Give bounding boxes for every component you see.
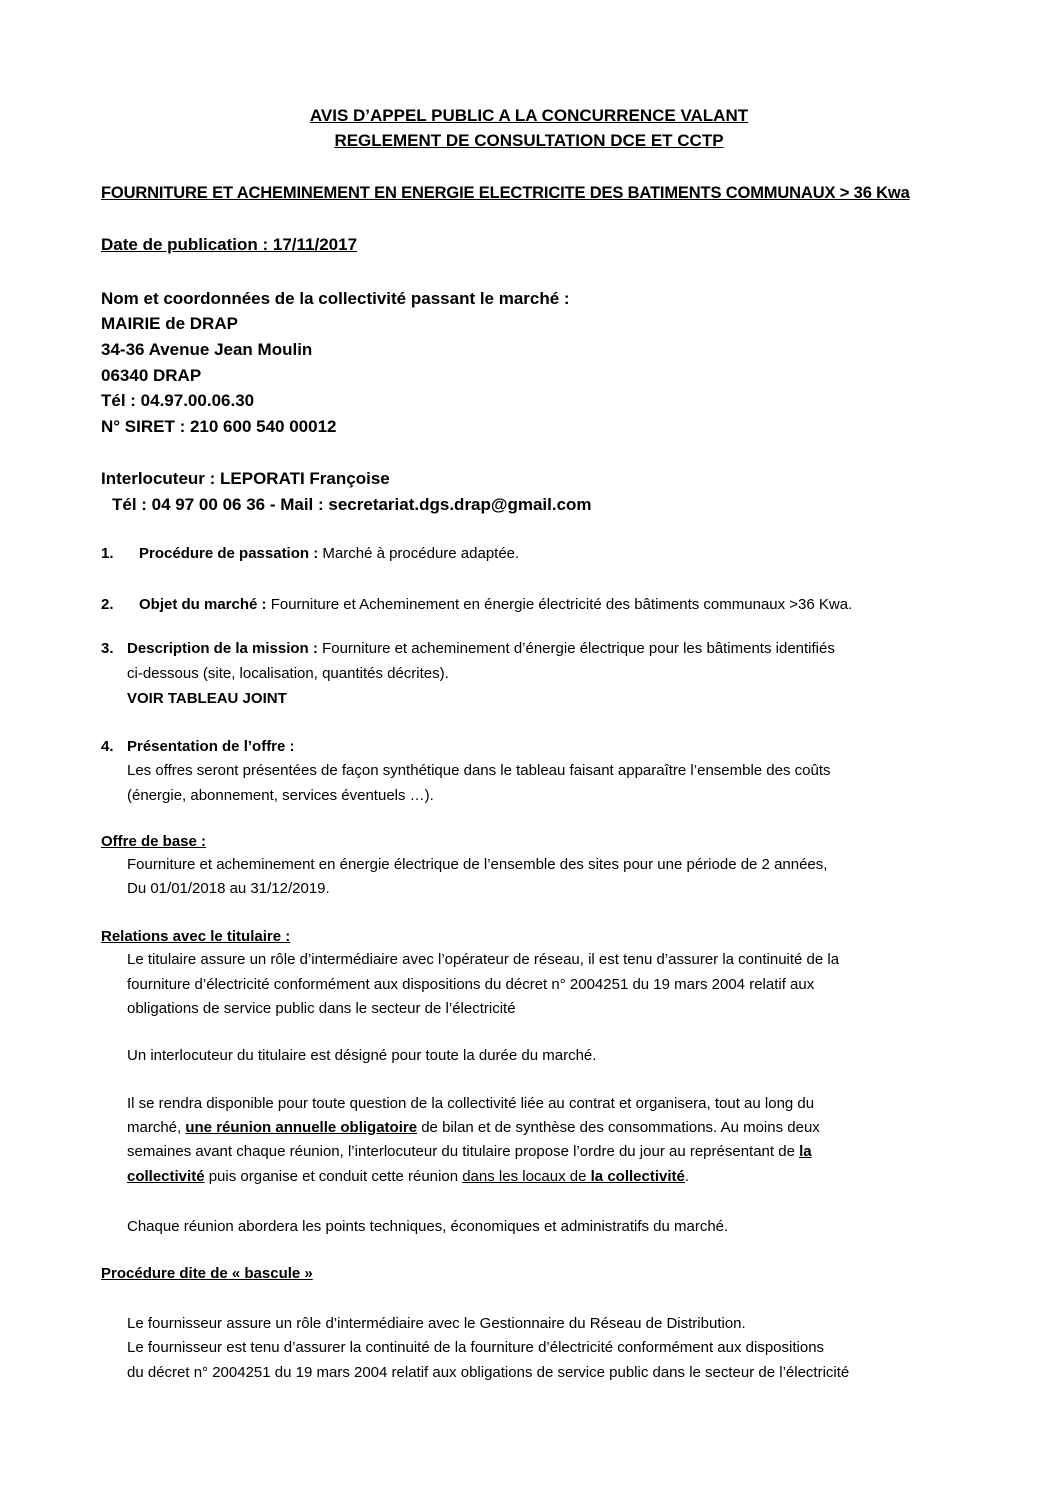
- relations-p3-line-4-end: .: [684, 1168, 690, 1185]
- section-3-text-line2: ci-dessous (site, localisation, quantités décrites).: [127, 665, 449, 682]
- section-1: [139, 545, 519, 562]
- relations-p4: Chaque réunion abordera les points techniques, économiques et administratifs du marché.: [127, 1218, 729, 1235]
- relations-p3-line-2: [127, 1119, 820, 1136]
- section-2-label: Objet du marché :: [139, 596, 267, 613]
- collectivity-emphasis-1: la: [799, 1143, 812, 1160]
- section-4-label: Présentation de l’offre :: [127, 738, 295, 755]
- title-line-2: REGLEMENT DE CONSULTATION DCE ET CCTP: [334, 131, 724, 150]
- relations-p1-line-3: obligations de service public dans le secteur de l’électricité: [127, 1000, 516, 1017]
- buyer-address: 34-36 Avenue Jean Moulin: [101, 340, 313, 359]
- section-3-label: Description de la mission :: [127, 640, 318, 657]
- section-2: [139, 596, 852, 613]
- section-4-line-1: Les offres seront présentées de façon synthétique dans le tableau faisant apparaître l’ensemble des coûts: [127, 762, 831, 779]
- section-3-text-line1: Fourniture et acheminement d’énergie électrique pour les bâtiments identifiés: [317, 640, 835, 657]
- switch-procedure-line-1: Le fournisseur assure un rôle d’intermédiaire avec le Gestionnaire du Réseau de Distribution.: [127, 1315, 746, 1332]
- relations-p3-line-3-start: semaines avant chaque réunion, l’interlocuteur du titulaire propose l’ordre du jour au représentant de: [127, 1143, 800, 1160]
- buyer-heading: Nom et coordonnées de la collectivité passant le marché :: [101, 289, 570, 308]
- switch-procedure-line-3: du décret n° 2004251 du 19 mars 2004 relatif aux obligations de service public dans le secteur de l’électricité: [127, 1364, 850, 1381]
- section-3-note: VOIR TABLEAU JOINT: [127, 690, 287, 707]
- buyer-phone: Tél : 04.97.00.06.30: [101, 391, 255, 410]
- relations-p1-line-2: fourniture d’électricité conformément aux dispositions du décret n° 2004251 du 19 mars 2004 relatif aux: [127, 976, 815, 993]
- section-3-number: 3.: [101, 640, 114, 657]
- annual-meeting-emphasis: une réunion annuelle obligatoire: [185, 1119, 418, 1136]
- contact-name: Interlocuteur : LEPORATI Françoise: [101, 469, 390, 488]
- premises-emphasis: dans les locaux de: [462, 1168, 591, 1185]
- title-line-1: AVIS D’APPEL PUBLIC A LA CONCURRENCE VALANT: [309, 106, 749, 125]
- section-1-label: Procédure de passation :: [139, 545, 319, 562]
- base-offer-line-2: Du 01/01/2018 au 31/12/2019.: [127, 880, 330, 897]
- switch-procedure-heading: Procédure dite de « bascule »: [101, 1265, 313, 1282]
- relations-p3-line-4: [127, 1168, 689, 1185]
- relations-p2: Un interlocuteur du titulaire est désigné pour toute la durée du marché.: [127, 1047, 597, 1064]
- section-4-number: 4.: [101, 738, 114, 755]
- switch-procedure-line-2: Le fournisseur est tenu d’assurer la continuité de la fourniture d’électricité conformément aux dispositions: [127, 1339, 825, 1356]
- relations-heading: Relations avec le titulaire :: [101, 928, 291, 945]
- relations-p3-line-3: [127, 1143, 812, 1160]
- relations-p3-line-2-start: marché,: [127, 1119, 186, 1136]
- section-1-text: Marché à procédure adaptée.: [318, 545, 520, 562]
- relations-p3-line-4-mid: puis organise et conduit cette réunion: [204, 1168, 463, 1185]
- relations-p3-line-2-end: de bilan et de synthèse des consommations. Au moins deux: [417, 1119, 820, 1136]
- section-4-line-2: (énergie, abonnement, services éventuels …).: [127, 787, 434, 804]
- base-offer-line-1: Fourniture et acheminement en énergie électrique de l’ensemble des sites pour une période de 2 années,: [127, 856, 828, 873]
- collectivity-emphasis-2: collectivité: [127, 1168, 205, 1185]
- contract-subject: FOURNITURE ET ACHEMINEMENT EN ENERGIE ELECTRICITE DES BATIMENTS COMMUNAUX > 36 Kwa: [101, 184, 910, 202]
- base-offer-heading: Offre de base :: [101, 833, 207, 850]
- buyer-siret: N° SIRET : 210 600 540 00012: [101, 417, 337, 436]
- relations-p1-line-1: Le titulaire assure un rôle d’intermédiaire avec l’opérateur de réseau, il est tenu d’assurer la continuité de la: [127, 951, 840, 968]
- section-2-number: 2.: [101, 596, 114, 613]
- collectivity-emphasis-3: la collectivité: [590, 1168, 685, 1185]
- relations-p3-line-1: Il se rendra disponible pour toute question de la collectivité liée au contrat et organisera, tout au long du: [127, 1095, 815, 1112]
- contact-details: Tél : 04 97 00 06 36 - Mail : secretariat.dgs.drap@gmail.com: [112, 495, 592, 514]
- section-2-text: Fourniture et Acheminement en énergie électricité des bâtiments communaux >36 Kwa.: [266, 596, 853, 613]
- buyer-city: 06340 DRAP: [101, 366, 202, 385]
- buyer-name: MAIRIE de DRAP: [101, 314, 238, 333]
- section-3: [127, 640, 995, 657]
- publication-date: Date de publication : 17/11/2017: [101, 235, 358, 254]
- section-1-number: 1.: [101, 545, 114, 562]
